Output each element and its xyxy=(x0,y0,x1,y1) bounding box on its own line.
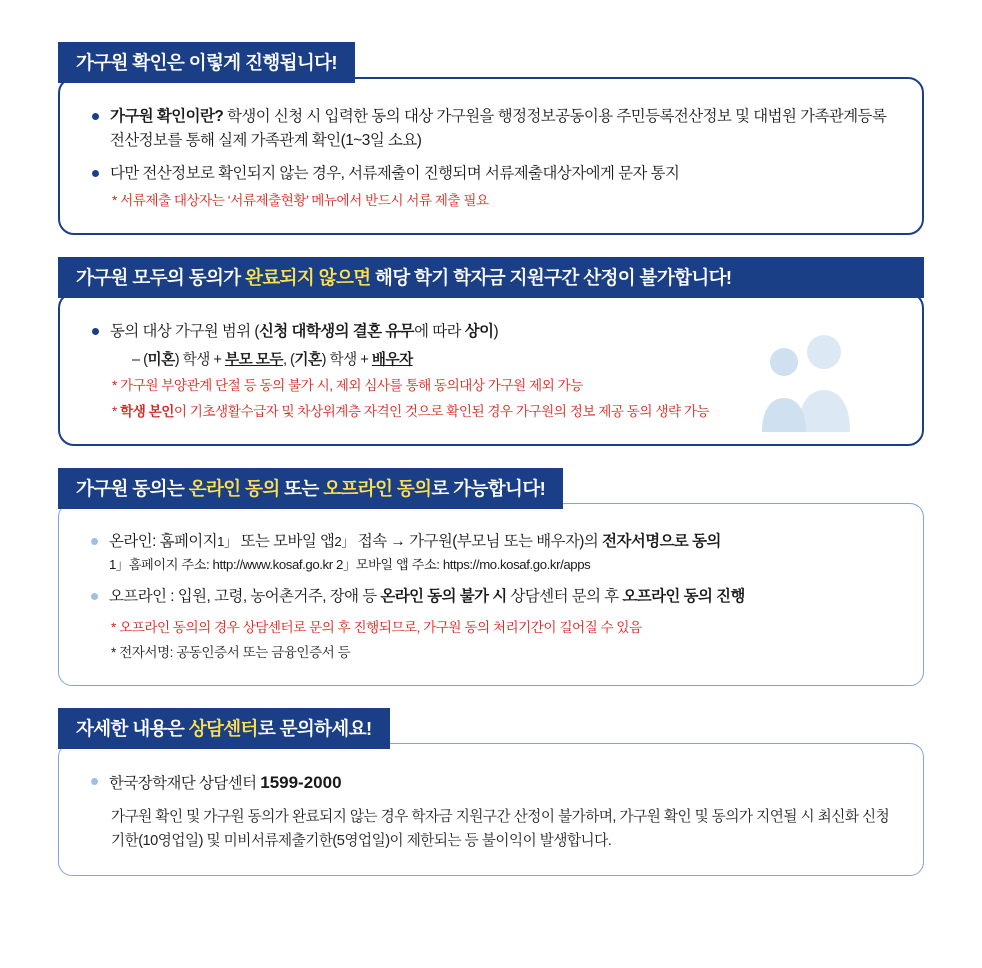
section-household-verification xyxy=(58,42,924,235)
section-consent-scope xyxy=(58,257,924,446)
section-2-subline: – (미혼) 학생 + 부모 모두, (기혼) 학생 + 배우자 xyxy=(132,351,413,368)
bullet-bold-offline-proceed: 오프라인 동의 진행 xyxy=(622,587,745,605)
section-2-header xyxy=(58,257,924,298)
section-3-header xyxy=(58,468,563,509)
section-2-header-pre: 가구원 모두의 동의가 xyxy=(76,266,246,288)
section-3-body xyxy=(58,503,924,686)
list-item: 오프라인 : 입원, 고령, 농어촌거주, 장애 등 온라인 동의 불가 시 상담센터 문의 후 오프라인 동의 진행 xyxy=(89,585,893,609)
list-item: 온라인: 홈페이지1」 또는 모바일 앱2」 접속 → 가구원(부모님 또는 배우자)의 전자서명으로 동의 1」홈페이지 주소: http://www.kosaf.go.kr 2」모바일 앱 주소: https://mo.kosaf.go.kr/apps xyxy=(89,530,893,576)
section-3-bullet-list xyxy=(89,530,893,609)
section-1-body xyxy=(58,77,924,235)
contact-center-name: 한국장학재단 상담센터 xyxy=(109,774,261,792)
bullet-1-text: 학생이 신청 시 입력한 동의 대상 가구원을 행정정보공동이용 주민등록전산정보 및 대법원 가족관계등록전산정보를 통해 실제 가족관계 확인(1~3일 소요) xyxy=(110,108,887,149)
section-2-note-1: * 가구원 부양관계 단절 등 동의 불가 시, 제외 심사를 통해 동의대상 가구원 제외 가능 xyxy=(112,378,583,394)
bullet-2-text: 다만 전산정보로 확인되지 않는 경우, 서류제출이 진행되며 서류제출대상자에게 문자 통지 xyxy=(110,164,680,182)
section-1-note: * 서류제출 대상자는 ‘서류제출현황’ 메뉴에서 반드시 서류 제출 필요 xyxy=(112,192,489,208)
section-3-header-highlight-online: 온라인 동의 xyxy=(188,477,280,499)
section-2-body xyxy=(58,292,924,446)
list-item xyxy=(90,105,892,153)
section-2-header-post: 해당 학기 학자금 지원구간 산정이 불가합니다! xyxy=(370,266,732,288)
section-4-bullet-list xyxy=(89,770,893,796)
section-4-header xyxy=(58,708,390,749)
section-2-bullet-list xyxy=(90,320,892,372)
bullet-bold-online-unavailable: 온라인 동의 불가 시 xyxy=(380,587,507,605)
list-item xyxy=(89,770,893,796)
section-1-header-emphasis: 가구원 확인 xyxy=(76,52,167,73)
section-4-paragraph: 가구원 확인 및 가구원 동의가 완료되지 않는 경우 학자금 지원구간 산정이 불가하며, 가구원 확인 및 동의가 지연될 시 최신화 신청기한(10영업일) 및 미비서류제출기한(5영업일)이 제한되는 등 불이익이 발생합니다. xyxy=(111,809,890,849)
section-1-header xyxy=(58,42,355,83)
list-item xyxy=(90,162,892,186)
section-1-header-rest: 은 이렇게 진행됩니다! xyxy=(166,52,337,73)
section-4-header-pre: 자세한 내용은 xyxy=(76,717,189,739)
section-3-header-mid: 또는 xyxy=(279,477,324,499)
contact-center-phone: 1599-2000 xyxy=(260,772,342,792)
section-contact-center xyxy=(58,708,924,876)
section-3-urls: 1」홈페이지 주소: http://www.kosaf.go.kr 2」모바일 앱 주소: https://mo.kosaf.go.kr/apps xyxy=(109,557,591,573)
bullet-bold-marriage: 신청 대학생의 결혼 유무 xyxy=(259,322,415,340)
section-4-body xyxy=(58,743,924,876)
section-consent-method xyxy=(58,468,924,686)
section-2-header-highlight: 완료되지 않으면 xyxy=(245,266,371,288)
section-3-header-highlight-offline: 오프라인 동의 xyxy=(323,477,432,499)
list-item: 동의 대상 가구원 범위 (신청 대학생의 결혼 유무에 따라 상이) – (미혼) 학생 + 부모 모두, (기혼) 학생 + 배우자 xyxy=(90,320,892,372)
section-1-bullet-list xyxy=(90,105,892,186)
section-2-note-2: * 학생 본인이 기초생활수급자 및 차상위계층 자격인 것으로 확인된 경우 가구원의 정보 제공 동의 생략 가능 xyxy=(112,403,710,419)
section-3-header-pre: 가구원 동의는 xyxy=(76,477,189,499)
section-3-note-1: * 오프라인 동의의 경우 상담센터로 문의 후 진행되므로, 가구원 동의 처리기간이 길어질 수 있음 xyxy=(111,619,642,635)
section-4-header-post: 로 문의하세요! xyxy=(257,717,372,739)
section-4-header-highlight: 상담센터 xyxy=(188,717,258,739)
section-3-note-2: * 전자서명: 공동인증서 또는 금융인증서 등 xyxy=(111,644,351,660)
bullet-1-lead: 가구원 확인이란? xyxy=(110,108,224,125)
section-3-header-post: 로 가능합니다! xyxy=(431,477,546,499)
bullet-bold-esign: 전자서명으로 동의 xyxy=(602,532,721,550)
bullet-bold-differ: 상이 xyxy=(464,322,494,340)
